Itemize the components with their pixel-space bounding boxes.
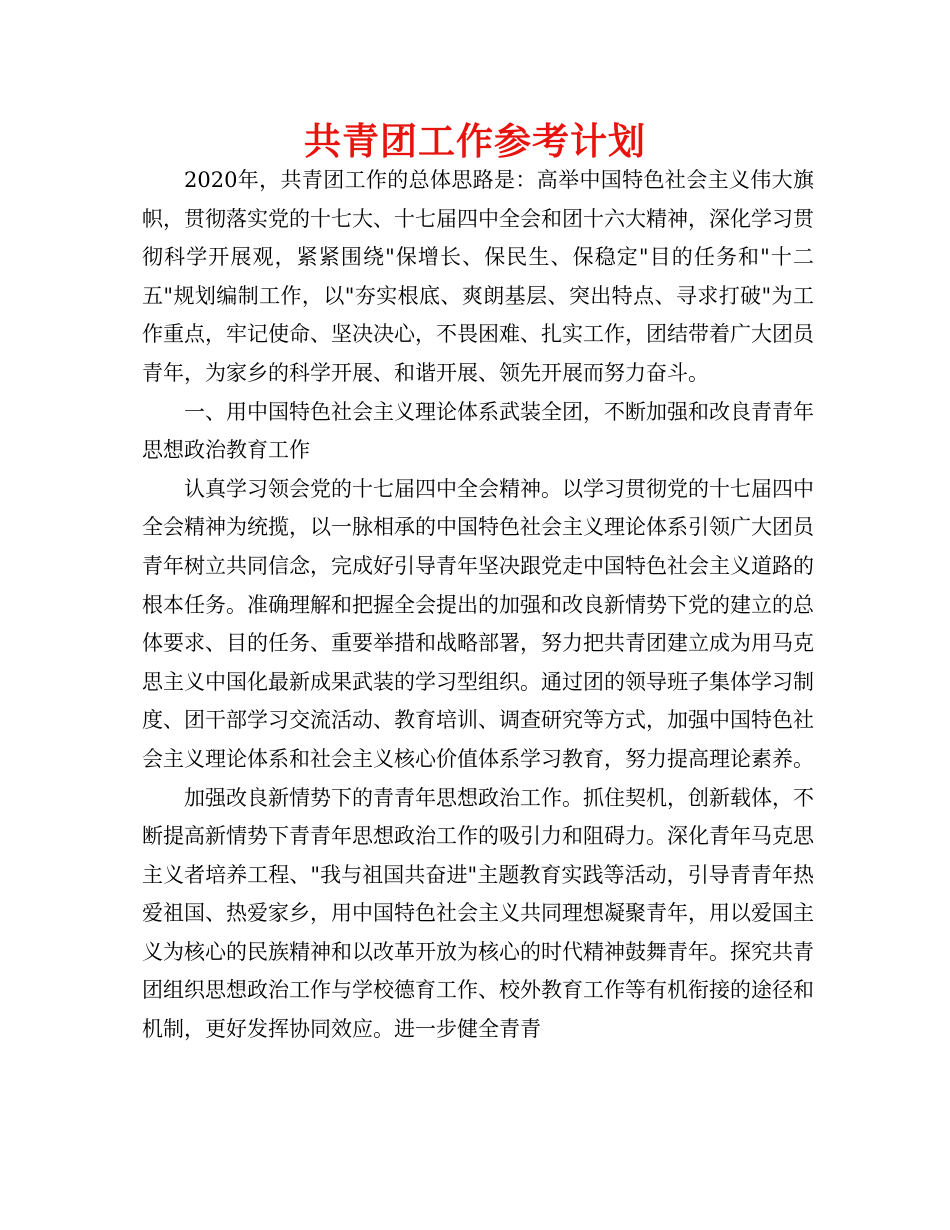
section-heading-one: 一、用中国特色社会主义理论体系武装全团，不断加强和改良青青年思想政治教育工作 (142, 399, 814, 463)
document-body (142, 161, 814, 1049)
paragraph-ideological-work: 加强改良新情势下的青青年思想政治工作。抓住契机，创新载体，不断提高新情势下青青年思想政治工作的吸引力和阻碍力。深化青年马克思主义者培养工程、"我与祖国共奋进"主题教育实践等活动，引导青青年热爱祖国、热爱家乡，用中国特色社会主义共同理想凝聚青年，用以爱国主义为核心的民族精神和以改革开放为核心的时代精神鼓舞青年。探究共青团组织思想政治工作与学校德育工作、校外教育工作等有机衔接的途径和机制，更好发挥协同效应。进一步健全青青 (142, 785, 814, 1042)
paragraph-overall-approach: 2020年，共青团工作的总体思路是：高举中国特色社会主义伟大旗帜，贯彻落实党的十七大、十七届四中全会和团十六大精神，深化学习贯彻科学开展观，紧紧围绕"保增长、保民生、保稳定"目的任务和"十二五"规划编制工作，以"夯实根底、爽朗基层、突出特点、寻求打破"为工作重点，牢记使命、坚决决心，不畏困难、扎实工作，团结带着广大团员青年，为家乡的科学开展、和谐开展、领先开展而努力奋斗。 (142, 168, 814, 385)
document-title: 共青团工作参考计划 (304, 120, 646, 163)
paragraph-study-plenary-spirit: 认真学习领会党的十七届四中全会精神。以学习贯彻党的十七届四中全会精神为统揽，以一脉相承的中国特色社会主义理论体系引领广大团员青年树立共同信念，完成好引导青年坚决跟党走中国特色社会主义道路的根本任务。准确理解和把握全会提出的加强和改良新情势下党的建立的总体要求、目的任务、重要举措和战略部署，努力把共青团建立成为用马克思主义中国化最新成果武装的学习型组织。通过团的领导班子集体学习制度、团干部学习交流活动、教育培训、调查研究等方式，加强中国特色社会主义理论体系和社会主义核心价值体系学习教育，努力提高理论素养。 (142, 476, 814, 771)
